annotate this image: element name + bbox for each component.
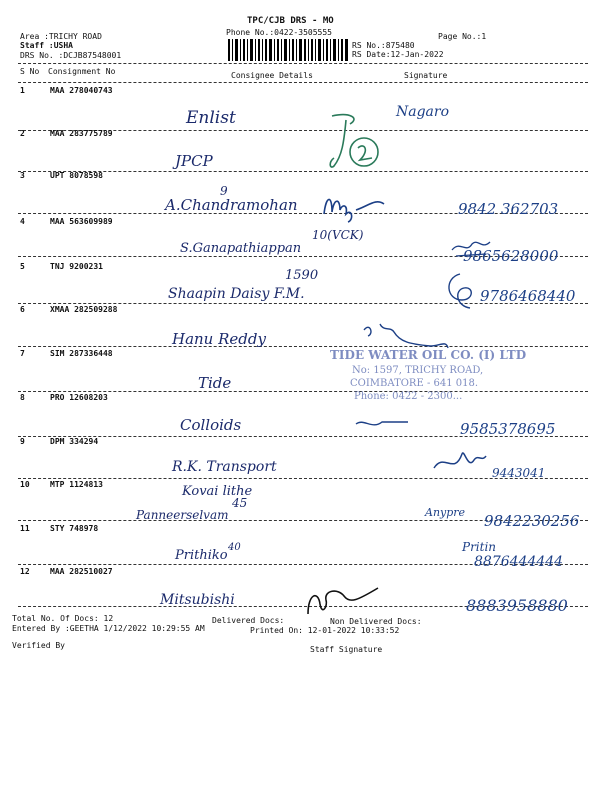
- row-sno: 7: [20, 349, 25, 358]
- handwritten-signature: [440, 270, 480, 310]
- row-consignment: MAA 563609989: [50, 217, 113, 226]
- barcode: [228, 39, 348, 61]
- handwritten-signature: [298, 582, 384, 620]
- stamp-city: COIMBATORE - 641 018.: [350, 378, 479, 389]
- stamp-address: No: 1597, TRICHY ROAD,: [352, 365, 484, 376]
- delivered-docs: Delivered Docs:: [212, 616, 285, 625]
- handwritten-phone: 9842 362703: [458, 200, 559, 218]
- handwritten-phone: 8876444444: [474, 554, 564, 570]
- row-consignment: STY 748978: [50, 524, 99, 533]
- row-consignment: MAA 282510027: [50, 567, 113, 576]
- total-docs: Total No. Of Docs: 12: [12, 614, 114, 623]
- company-stamp: [330, 348, 530, 418]
- printed-on: Printed On: 12-01-2022 10:33:52: [250, 626, 400, 635]
- handwritten-signature: [430, 446, 490, 482]
- handwritten-consignee: JPCP: [175, 152, 213, 170]
- handwritten-consignee: Prithiko: [175, 548, 228, 563]
- handwritten-consignee: Shaapin Daisy F.M.: [168, 286, 305, 302]
- col-sno: S No: [20, 67, 40, 76]
- row-consignment: SIM 287336448: [50, 349, 113, 358]
- row-sno: 2: [20, 129, 25, 138]
- handwritten-phone: 9585378695: [460, 420, 556, 438]
- drs-number: DRS No. :DCJB87548001: [20, 51, 122, 60]
- document-title: TPC/CJB DRS - MO: [247, 16, 334, 26]
- row-divider: [18, 346, 588, 347]
- row-sno: 12: [20, 567, 30, 576]
- column-divider: [18, 82, 588, 83]
- handwritten-note: 1590: [285, 268, 319, 283]
- phone-number: Phone No.:0422-3505555: [226, 28, 332, 37]
- row-sno: 9: [20, 437, 25, 446]
- handwritten-consignee: Kovai lithe: [182, 484, 253, 499]
- handwritten-signature: Nagaro: [396, 104, 450, 120]
- handwritten-signature: 9443041: [492, 466, 546, 480]
- handwritten-phone: 9842230256: [484, 512, 580, 530]
- handwritten-consignee: Hanu Reddy: [172, 330, 266, 348]
- handwritten-signature: [318, 190, 388, 224]
- verified-by: Verified By: [12, 641, 65, 650]
- entered-by: Entered By :GEETHA 1/12/2022 10:29:55 AM: [12, 624, 205, 633]
- handwritten-consignee: Colloids: [180, 416, 242, 434]
- rs-date: RS Date:12-Jan-2022: [352, 50, 444, 59]
- handwritten-phone: 9865628000: [463, 247, 559, 265]
- row-sno: 1: [20, 86, 25, 95]
- handwritten-consignee: A.Chandramohan: [165, 196, 298, 214]
- handwritten-note: 10(VCK): [312, 228, 364, 242]
- row-consignment: MTP 1124813: [50, 480, 103, 489]
- row-sno: 3: [20, 171, 25, 180]
- row-sno: 10: [20, 480, 30, 489]
- handwritten-consignee: R.K. Transport: [172, 459, 277, 475]
- header-divider: [18, 63, 588, 64]
- row-consignment: UPT 8078598: [50, 171, 103, 180]
- page-number: Page No.:1: [438, 32, 487, 41]
- col-signature: Signature: [404, 71, 448, 80]
- handwritten-consignee: Mitsubishi: [160, 592, 235, 608]
- row-consignment: TNJ 9200231: [50, 262, 103, 271]
- row-divider: [18, 171, 588, 172]
- row-sno: 11: [20, 524, 30, 533]
- row-consignment: MAA 278040743: [50, 86, 113, 95]
- staff-signature: Staff Signature: [310, 645, 383, 654]
- stamp-company-name: TIDE WATER OIL CO. (I) LTD: [330, 348, 527, 362]
- row-sno: 8: [20, 393, 25, 402]
- row-consignment: XMAA 282509288: [50, 305, 118, 314]
- row-consignment: PRO 12608203: [50, 393, 108, 402]
- handwritten-note: 9: [220, 184, 228, 198]
- handwritten-consignee: Enlist: [186, 108, 236, 128]
- col-consignment: Consignment No: [48, 67, 116, 76]
- rs-number: RS No.:875480: [352, 41, 415, 50]
- handwritten-signature: Anypre: [425, 506, 466, 519]
- handwritten-signature: Pritin: [462, 540, 497, 554]
- handwritten-consignee: Panneerselvam: [136, 508, 229, 522]
- area-label: Area :TRICHY ROAD: [20, 32, 102, 41]
- handwritten-consignee: Tide: [198, 374, 232, 392]
- handwritten-phone: 9786468440: [480, 287, 576, 305]
- row-sno: 6: [20, 305, 25, 314]
- col-consignee: Consignee Details: [231, 71, 313, 80]
- row-sno: 4: [20, 217, 25, 226]
- handwritten-note: 45: [232, 496, 248, 510]
- handwritten-phone: 8883958880: [466, 596, 568, 615]
- handwritten-note: 40: [228, 542, 241, 553]
- row-consignment: DPM 334294: [50, 437, 99, 446]
- non-delivered-docs: Non Delivered Docs:: [330, 617, 422, 626]
- handwritten-consignee: S.Ganapathiappan: [180, 241, 302, 256]
- row-sno: 5: [20, 262, 25, 271]
- staff-label: Staff :USHA: [20, 41, 73, 50]
- row-consignment: MAA 283775789: [50, 129, 113, 138]
- handwritten-signature: [320, 112, 382, 174]
- stamp-phone: Phone: 0422 - 2300...: [354, 391, 463, 402]
